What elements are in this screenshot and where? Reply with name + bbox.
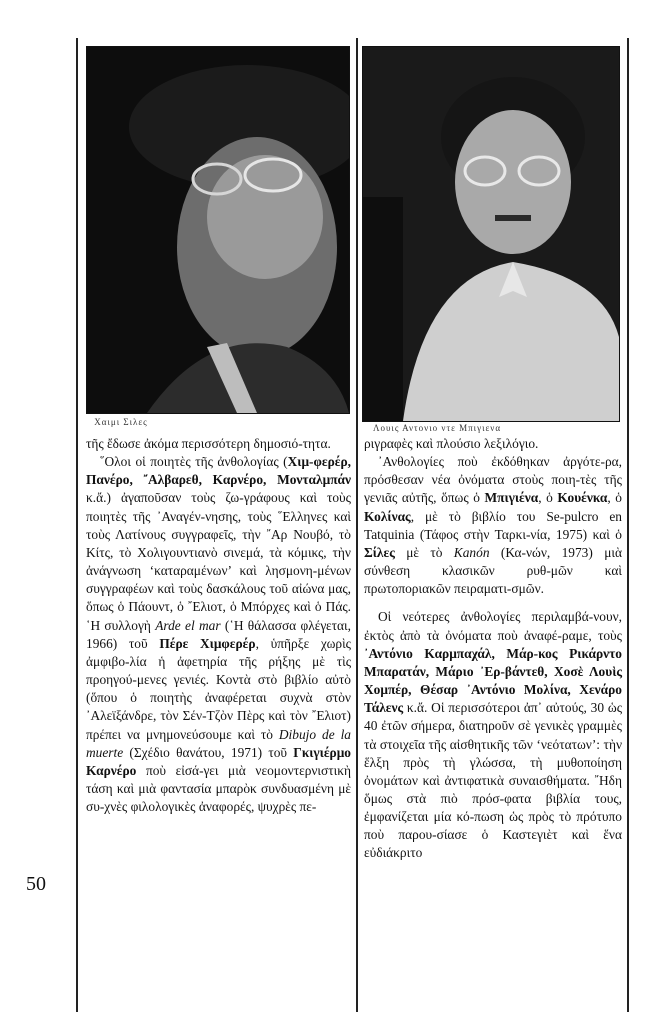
left-paragraph-1: τῆς ἔδωσε ἀκόμα περισσότερη δημοσιό-τητα. (86, 436, 331, 451)
page-number: 50 (26, 873, 46, 895)
right-paragraph-2: ᾿Ανθολογίες ποὺ ἐκδόθηκαν ἀργότε-ρα, πρόσθεσαν νέα ὀνόματα στοὺς ποιη-τὲς τῆς γενιᾶς αὐτῆς, ὅπως ὁ Μπιγιένα, ὁ Κουένκα, ὁ Κολίνας, μὲ τὸ βιβλίο του Se-pulcro en Tatquinia (Τάφος στὴν Ταρκι-νία, 1975) καὶ ὁ Σίλες μὲ τὸ Kanón (Κα-νών, 1973) μιὰ σύνθεση κλασικῶν ρυθ-μῶν καὶ πρωτοποριακῶν πειραματι-σμῶν. (364, 454, 623, 597)
right-column-rule (627, 38, 629, 1012)
right-paragraph-3: Οἱ νεότερες ἀνθολογίες περιλαμβά-νουν, ἐκτὸς ἀπὸ τὰ ὀνόματα ποὺ ἀναφέ-ραμε, τοὺς ᾿Αντόνιο Καρμπαχάλ, Μάρ-κος Ρικάρντο Μπαρατάν, Μάριο ᾿Ερ-βάντεθ, Χοσὲ Λουὶς Χομπέρ, Θέσαρ ᾿Αντόνιο Μολίνα, Χενάρο Τάλενς κ.ἄ. Οἱ περισσότεροι ἀπ᾿ αὐτούς, 30 ὡς 40 ἐτῶν σήμερα, διατηροῦν σὲ γενικὲς γραμμὲς τὰ στοιχεῖα τῆς αἰσθητικῆς τῶν ‘νεότατων’: τὴν ἕλξη πρὸς τὴ γλώσσα, τὴ μυθοποίηση ὀνομάτων καὶ ἀντιφατικὰ συναισθήματα. ῎Ηδη ὅμως στὰ πιὸ πρόσ-φατα βιβλία τους, ἐμφανίζεται μία κό-πωση ὡς πρὸς τὸ πρότυπο ποὺ παρου-σίασε ὁ Καστεγιὲτ καὶ ἕνα εὐδιάκριτο (364, 609, 622, 861)
left-column-rule (76, 38, 78, 1012)
portrait-photo-right (362, 46, 620, 422)
left-paragraph-2: ῞Ολοι οἱ ποιητὲς τῆς ἀνθολογίας (Χιμ-φερέρ, Πανέρο, ῎Αλβαρεθ, Καρνέρο, Μονταλμπάν κ.ἄ.) ἀγαποῦσαν τοὺς ζω-γράφους καὶ τοὺς ποιητὲς τῆς ᾿Αναγέν-νησης, τοὺς ῞Ελληνες καὶ τοὺς Λατίνους συγγραφεῖς, τὴν ῎Αρ Νουβό, τὸ Κίτς, τὸ Χολιγουντιανὸ σινεμά, τὰ κόμικς, τὴν ἀνάγνωση ‘καταραμένων’ καὶ λησμονη-μένων συγγραφέων καὶ τοὺς δασκάλους τοῦ αἰώνα μας, ὅπως ὁ Πάουντ, ὁ ῎Ελιοτ, ὁ Μπόρχες καὶ ὁ Πάς. ῾Η συλλογὴ Arde el mar (῾Η θάλασσα φλέγεται, 1966) τοῦ Πέρε Χιμφερέρ, ὑπῆρξε χωρὶς ἀμφιβο-λία ἡ ἀφετηρία τῆς ρήξης μὲ τὶς προηγού-μενες γενιές. Κοντὰ στὸ βιβλίο αὐτὸ (ὅπου ὁ ποιητὴς ἀναφέρεται συχνὰ στὸν ᾿Αλεϊξάνδρε, τὸν Σέν-Τζὸν Πὲρς καὶ τὸν ῎Ελιοτ) πρέπει να μνημονεύσουμε καὶ τὸ Dibujo de la muerte (Σχέδιο θανάτου, 1971) τοῦ Γκιγιέρμο Καρνέρο ποὺ εἰσά-γει μιὰ νεομοντερνιστικὴ τάση καὶ μιὰ φαντασία μπαρὸκ συνδυασμένη μὲ συ-χνὲς φιλολογικὲς ἀναφορές, ψυχρὲς πε- (86, 454, 351, 815)
photo-caption-right: Λουις Αντονιο ντε Μπιγιενα (372, 423, 502, 433)
portrait-photo-left (86, 46, 350, 414)
photo-caption-left: Χαιμι Σιλες (94, 417, 148, 427)
center-column-rule (356, 38, 358, 1012)
right-text-column (364, 435, 622, 863)
right-paragraph-1: ριγραφὲς καὶ πλούσιο λεξιλόγιο. (364, 436, 539, 451)
left-text-column (86, 435, 351, 816)
